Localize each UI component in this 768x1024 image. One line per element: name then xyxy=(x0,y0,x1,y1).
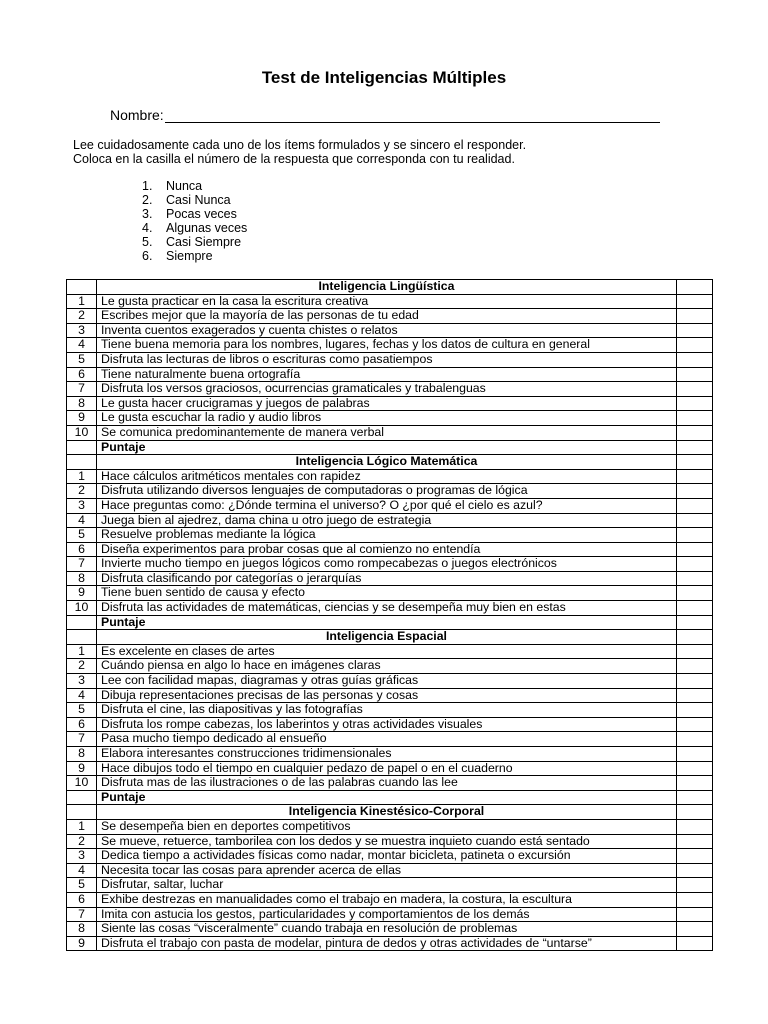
empty-cell xyxy=(67,455,97,470)
score-box[interactable] xyxy=(677,790,713,805)
answer-box[interactable] xyxy=(677,367,713,382)
item-number: 6 xyxy=(67,717,97,732)
name-field-row xyxy=(110,107,660,123)
score-box[interactable] xyxy=(677,615,713,630)
empty-cell xyxy=(67,440,97,455)
answer-box[interactable] xyxy=(677,922,713,937)
item-number: 5 xyxy=(67,703,97,718)
instruction-line: Lee cuidadosamente cada uno de los ítems formulados y se sincero el responder. xyxy=(73,138,527,152)
item-number: 9 xyxy=(67,586,97,601)
item-text: Le gusta hacer crucigramas y juegos de palabras xyxy=(97,396,677,411)
answer-box[interactable] xyxy=(677,294,713,309)
empty-cell xyxy=(67,280,97,295)
table-row xyxy=(67,834,713,849)
item-text: Se comunica predominantemente de manera verbal xyxy=(97,425,677,440)
table-row xyxy=(67,922,713,937)
table-row xyxy=(67,294,713,309)
table-row xyxy=(67,323,713,338)
score-row xyxy=(67,615,713,630)
table-row xyxy=(67,396,713,411)
table-row xyxy=(67,688,713,703)
item-number: 1 xyxy=(67,469,97,484)
option-label: Pocas veces xyxy=(166,206,237,221)
item-number: 8 xyxy=(67,396,97,411)
item-number: 4 xyxy=(67,513,97,528)
option-number: 1. xyxy=(142,179,153,193)
item-number: 2 xyxy=(67,834,97,849)
answer-box[interactable] xyxy=(677,542,713,557)
item-text: Invierte mucho tiempo en juegos lógicos como rompecabezas o juegos electrónicos xyxy=(97,557,677,572)
item-text: Disfruta las actividades de matemáticas, ciencias y se desempeña muy bien en estas xyxy=(97,601,677,616)
item-text: Inventa cuentos exagerados y cuenta chistes o relatos xyxy=(97,323,677,338)
option-label: Casi Nunca xyxy=(166,192,231,207)
score-label: Puntaje xyxy=(97,440,677,455)
answer-box[interactable] xyxy=(677,732,713,747)
table-row xyxy=(67,469,713,484)
item-text: Disfruta clasificando por categorías o jerarquías xyxy=(97,571,677,586)
item-number: 3 xyxy=(67,498,97,513)
item-text: Dedica tiempo a actividades físicas como nadar, montar bicicleta, patineta o excursión xyxy=(97,849,677,864)
answer-box[interactable] xyxy=(677,892,713,907)
item-number: 6 xyxy=(67,892,97,907)
answer-box[interactable] xyxy=(677,863,713,878)
item-text: Lee con facilidad mapas, diagramas y otras guías gráficas xyxy=(97,674,677,689)
table-row xyxy=(67,586,713,601)
answer-box[interactable] xyxy=(677,352,713,367)
answer-box[interactable] xyxy=(677,411,713,426)
section-title: Inteligencia Kinestésico-Corporal xyxy=(97,805,677,820)
item-number: 5 xyxy=(67,878,97,893)
item-text: Disfruta los versos graciosos, ocurrencias gramaticales y trabalenguas xyxy=(97,382,677,397)
response-option xyxy=(142,180,247,194)
empty-cell xyxy=(677,805,713,820)
item-number: 8 xyxy=(67,922,97,937)
table-row xyxy=(67,674,713,689)
answer-box[interactable] xyxy=(677,323,713,338)
empty-cell xyxy=(677,630,713,645)
item-text: Tiene naturalmente buena ortografía xyxy=(97,367,677,382)
answer-box[interactable] xyxy=(677,396,713,411)
item-text: Hace dibujos todo el tiempo en cualquier pedazo de papel o en el cuaderno xyxy=(97,761,677,776)
item-number: 10 xyxy=(67,601,97,616)
item-number: 7 xyxy=(67,732,97,747)
answer-box[interactable] xyxy=(677,601,713,616)
item-text: Disfruta utilizando diversos lenguajes de computadoras o programas de lógica xyxy=(97,484,677,499)
item-number: 10 xyxy=(67,776,97,791)
empty-cell xyxy=(67,630,97,645)
item-text: Disfruta los rompe cabezas, los laberintos y otras actividades visuales xyxy=(97,717,677,732)
section-header-row xyxy=(67,280,713,295)
empty-cell xyxy=(67,790,97,805)
response-option xyxy=(142,222,247,236)
answer-box[interactable] xyxy=(677,688,713,703)
table-row xyxy=(67,425,713,440)
item-text: Disfrutar, saltar, luchar xyxy=(97,878,677,893)
answer-box[interactable] xyxy=(677,878,713,893)
answer-box[interactable] xyxy=(677,776,713,791)
item-number: 2 xyxy=(67,309,97,324)
item-number: 9 xyxy=(67,761,97,776)
table-row xyxy=(67,936,713,951)
answer-box[interactable] xyxy=(677,849,713,864)
item-text: Cuándo piensa en algo lo hace en imágenes claras xyxy=(97,659,677,674)
table-row xyxy=(67,717,713,732)
item-number: 8 xyxy=(67,747,97,762)
item-text: Exhibe destrezas en manualidades como el trabajo en madera, la costura, la escultura xyxy=(97,892,677,907)
option-number: 5. xyxy=(142,234,153,249)
item-text: Siente las cosas “visceralmente” cuando trabaja en resolución de problemas xyxy=(97,922,677,937)
item-number: 9 xyxy=(67,411,97,426)
item-text: Elabora interesantes construcciones tridimensionales xyxy=(97,747,677,762)
score-row xyxy=(67,440,713,455)
test-table xyxy=(66,279,713,951)
item-number: 6 xyxy=(67,542,97,557)
item-text: Es excelente en clases de artes xyxy=(97,644,677,659)
response-option xyxy=(142,194,247,208)
table-row xyxy=(67,659,713,674)
table-row xyxy=(67,819,713,834)
table-row xyxy=(67,513,713,528)
empty-cell xyxy=(67,805,97,820)
item-number: 6 xyxy=(67,367,97,382)
answer-box[interactable] xyxy=(677,309,713,324)
table-row xyxy=(67,571,713,586)
item-text: Dibuja representaciones precisas de las personas y cosas xyxy=(97,688,677,703)
item-text: Tiene buen sentido de causa y efecto xyxy=(97,586,677,601)
answer-box[interactable] xyxy=(677,586,713,601)
item-number: 4 xyxy=(67,338,97,353)
table-row xyxy=(67,747,713,762)
answer-box[interactable] xyxy=(677,425,713,440)
item-text: Disfruta mas de las ilustraciones o de las palabras cuando las lee xyxy=(97,776,677,791)
answer-box[interactable] xyxy=(677,703,713,718)
item-text: Se desempeña bien en deportes competitivos xyxy=(97,819,677,834)
table-row xyxy=(67,309,713,324)
section-title: Inteligencia Lógico Matemática xyxy=(97,455,677,470)
option-label: Nunca xyxy=(166,179,203,193)
item-text: Disfruta el trabajo con pasta de modelar, pintura de dedos y otras actividades de “untarse” xyxy=(97,936,677,951)
answer-box[interactable] xyxy=(677,747,713,762)
answer-box[interactable] xyxy=(677,659,713,674)
item-number: 4 xyxy=(67,863,97,878)
item-text: Hace preguntas como: ¿Dónde termina el universo? O ¿por qué el cielo es azul? xyxy=(97,498,677,513)
answer-box[interactable] xyxy=(677,936,713,951)
item-number: 8 xyxy=(67,571,97,586)
answer-box[interactable] xyxy=(677,557,713,572)
empty-cell xyxy=(677,280,713,295)
item-text: Disfruta el cine, las diapositivas y las fotografías xyxy=(97,703,677,718)
option-number: 6. xyxy=(142,248,153,263)
name-label: Nombre: xyxy=(110,107,164,123)
table-row xyxy=(67,863,713,878)
item-number: 10 xyxy=(67,425,97,440)
item-number: 4 xyxy=(67,688,97,703)
section-title: Inteligencia Lingüística xyxy=(97,280,677,295)
response-scale-list xyxy=(142,180,247,263)
option-label: Siempre xyxy=(166,248,213,263)
table-row xyxy=(67,849,713,864)
item-number: 1 xyxy=(67,644,97,659)
option-label: Algunas veces xyxy=(166,220,248,235)
table-row xyxy=(67,367,713,382)
item-text: Imita con astucia los gestos, particularidades y comportamientos de los demás xyxy=(97,907,677,922)
item-text: Hace cálculos aritméticos mentales con rapidez xyxy=(97,469,677,484)
table-row xyxy=(67,542,713,557)
empty-cell xyxy=(67,615,97,630)
section-header-row xyxy=(67,630,713,645)
answer-box[interactable] xyxy=(677,469,713,484)
option-number: 3. xyxy=(142,206,153,221)
item-text: Escribes mejor que la mayoría de las personas de tu edad xyxy=(97,309,677,324)
item-number: 2 xyxy=(67,484,97,499)
section-header-row xyxy=(67,455,713,470)
item-text: Le gusta practicar en la casa la escritura creativa xyxy=(97,294,677,309)
answer-box[interactable] xyxy=(677,674,713,689)
answer-box[interactable] xyxy=(677,382,713,397)
table-row xyxy=(67,878,713,893)
item-text: Diseña experimentos para probar cosas que al comienzo no entendía xyxy=(97,542,677,557)
table-row xyxy=(67,498,713,513)
table-row xyxy=(67,644,713,659)
item-text: Disfruta las lecturas de libros o escrituras como pasatiempos xyxy=(97,352,677,367)
answer-box[interactable] xyxy=(677,834,713,849)
section-header-row xyxy=(67,805,713,820)
table-row xyxy=(67,557,713,572)
response-option xyxy=(142,236,247,250)
score-box[interactable] xyxy=(677,440,713,455)
score-label: Puntaje xyxy=(97,790,677,805)
answer-box[interactable] xyxy=(677,528,713,543)
answer-box[interactable] xyxy=(677,513,713,528)
table-row xyxy=(67,601,713,616)
empty-cell xyxy=(677,455,713,470)
answer-box[interactable] xyxy=(677,571,713,586)
answer-box[interactable] xyxy=(677,907,713,922)
answer-box[interactable] xyxy=(677,498,713,513)
table-row xyxy=(67,338,713,353)
option-label: Casi Siempre xyxy=(166,234,242,249)
table-row xyxy=(67,411,713,426)
score-row xyxy=(67,790,713,805)
item-text: Necesita tocar las cosas para aprender acerca de ellas xyxy=(97,863,677,878)
table-row xyxy=(67,352,713,367)
item-number: 3 xyxy=(67,323,97,338)
option-number: 4. xyxy=(142,220,153,235)
item-number: 1 xyxy=(67,294,97,309)
item-number: 1 xyxy=(67,819,97,834)
answer-box[interactable] xyxy=(677,484,713,499)
answer-box[interactable] xyxy=(677,338,713,353)
answer-box[interactable] xyxy=(677,819,713,834)
item-number: 3 xyxy=(67,849,97,864)
table-row xyxy=(67,484,713,499)
item-number: 7 xyxy=(67,382,97,397)
item-text: Pasa mucho tiempo dedicado al ensueño xyxy=(97,732,677,747)
table-row xyxy=(67,776,713,791)
item-text: Le gusta escuchar la radio y audio libros xyxy=(97,411,677,426)
item-text: Tiene buena memoria para los nombres, lugares, fechas y los datos de cultura en general xyxy=(97,338,677,353)
instruction-line: Coloca en la casilla el número de la respuesta que corresponda con tu realidad. xyxy=(73,152,515,166)
item-text: Resuelve problemas mediante la lógica xyxy=(97,528,677,543)
table-row xyxy=(67,732,713,747)
instructions xyxy=(73,138,526,166)
table-row xyxy=(67,761,713,776)
table-row xyxy=(67,907,713,922)
item-number: 5 xyxy=(67,528,97,543)
table-row xyxy=(67,892,713,907)
answer-box[interactable] xyxy=(677,761,713,776)
page-title: Test de Inteligencias Múltiples xyxy=(261,68,507,87)
item-text: Se mueve, retuerce, tamborilea con los dedos y se muestra inquieto cuando está sentado xyxy=(97,834,677,849)
item-number: 2 xyxy=(67,659,97,674)
item-number: 3 xyxy=(67,674,97,689)
answer-box[interactable] xyxy=(677,644,713,659)
section-title: Inteligencia Espacial xyxy=(97,630,677,645)
table-row xyxy=(67,703,713,718)
response-option xyxy=(142,250,247,264)
item-number: 9 xyxy=(67,936,97,951)
item-text: Juega bien al ajedrez, dama china u otro juego de estrategia xyxy=(97,513,677,528)
table-row xyxy=(67,382,713,397)
item-number: 7 xyxy=(67,557,97,572)
option-number: 2. xyxy=(142,192,153,207)
score-label: Puntaje xyxy=(97,615,677,630)
name-input-line[interactable] xyxy=(165,108,660,123)
answer-box[interactable] xyxy=(677,717,713,732)
response-option xyxy=(142,208,247,222)
item-number: 7 xyxy=(67,907,97,922)
item-number: 5 xyxy=(67,352,97,367)
table-row xyxy=(67,528,713,543)
